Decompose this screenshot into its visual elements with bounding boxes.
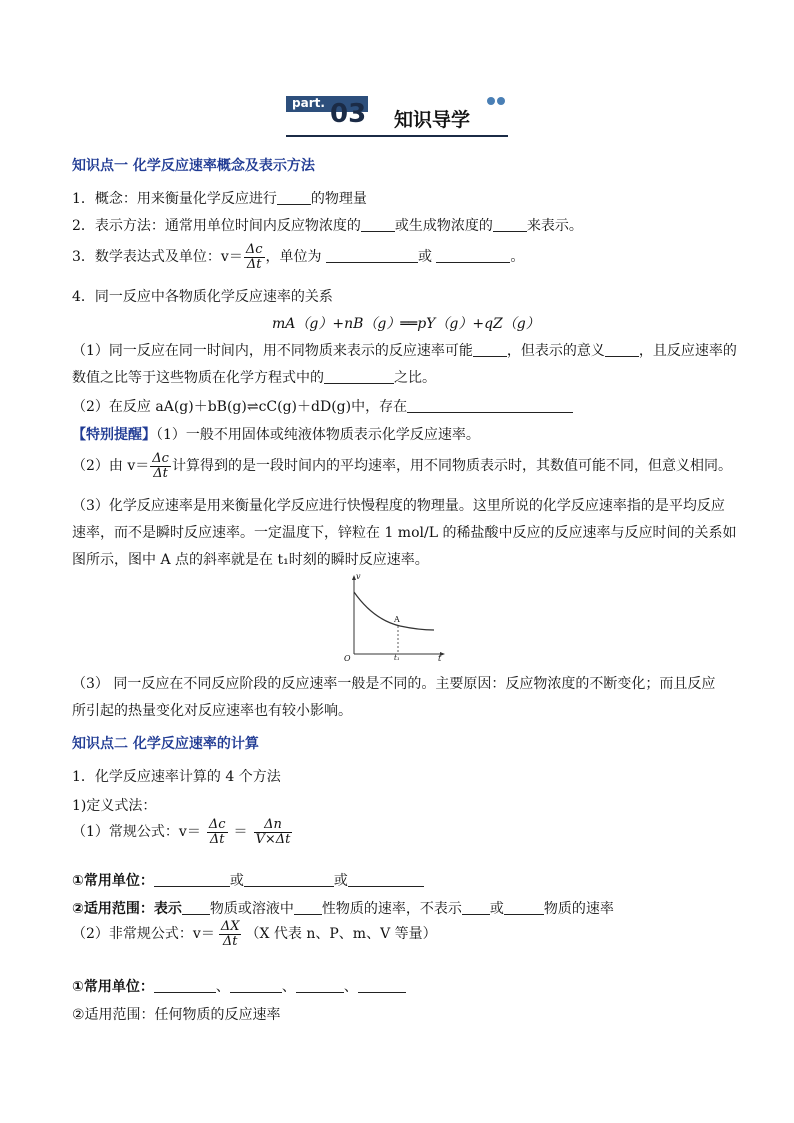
tip3-line3: 图所示，图中 A 点的斜率就是在 t₁时刻的瞬时反应速率。	[72, 552, 429, 568]
blank	[154, 872, 230, 887]
kp1-item2: 2．表示方法：通常用单位时间内反应物浓度的 或生成物浓度的 来表示。	[72, 218, 583, 234]
part-label: part.	[292, 96, 325, 110]
tip-line1: 【特别提醒】（1）一般不用固体或纯液体物质表示化学反应速率。	[72, 427, 480, 443]
tip-line2: （2）由 v＝ $\frac{\Delta c}{\Delta t}$ 计算得到的是一段时间内的平均速率，用不同物质表示时，其数值可能不同，但意义相同。	[72, 451, 732, 481]
blank	[493, 217, 527, 232]
kp1-item4: 4．同一反应中各物质化学反应速率的关系	[72, 289, 333, 305]
kp2-heading: 知识点二 化学反应速率的计算	[72, 736, 259, 752]
tip4-line1: （3） 同一反应在不同反应阶段的反应速率一般是不同的。主要原因：反应物浓度的不断变化；而且反应	[72, 676, 716, 692]
blank	[230, 978, 282, 993]
blank	[294, 900, 322, 915]
graph-y-label: v	[356, 572, 361, 581]
graph-tick-t1: t₁	[394, 654, 400, 662]
blank	[605, 342, 639, 357]
blank	[358, 978, 406, 993]
blank	[473, 342, 507, 357]
rate-time-graph	[338, 572, 448, 664]
kp1-sub1-line1: （1）同一反应在同一时间内，用不同物质来表示的反应速率可能 ，但表示的意义 ，且反应速率的	[72, 343, 737, 359]
graph-x-label: t	[438, 654, 442, 663]
blank	[244, 872, 334, 887]
tip-label: 【特别提醒】	[72, 427, 156, 443]
blank	[277, 190, 311, 205]
kp2-unit1: ①常用单位： 或 或	[72, 870, 424, 890]
part-number: 03	[330, 99, 367, 129]
kp2-unit2: ①常用单位： 、 、 、	[72, 976, 406, 996]
blank	[348, 872, 424, 887]
kp1-equation: mA（g）+nB（g）══pY（g）+qZ（g）	[272, 316, 540, 332]
kp1-sub1-line2: 数值之比等于这些物质在化学方程式中的 之比。	[72, 370, 436, 386]
blank	[324, 369, 394, 384]
kp2-scope2: ②适用范围：任何物质的反应速率	[72, 1007, 281, 1023]
fraction: $\frac{\Delta c}{\Delta t}$	[208, 817, 226, 847]
blank	[296, 978, 344, 993]
kp1-item1: 1．概念：用来衡量化学反应进行 的物理量	[72, 191, 367, 207]
kp1-item3: 3．数学表达式及单位：v＝ $\frac{\Delta c}{\Delta t}$ ，单位为 或 。	[72, 242, 525, 272]
blank	[326, 248, 418, 263]
blank	[154, 978, 216, 993]
banner-underline	[286, 135, 508, 137]
kp2-scope1: ②适用范围：表示 物质或溶液中 性物质的速率，不表示 或 物质的速率	[72, 901, 614, 917]
kp2-formula2: （2）非常规公式：v＝ $\frac{\Delta X}{\Delta t}$ （X 代表 n、P、m、V 等量）	[72, 919, 437, 949]
graph-origin: O	[344, 654, 351, 663]
tip3-line2: 速率，而不是瞬时反应速率。一定温度下，锌粒在 1 mol/L 的稀盐酸中反应的反应速率与反应时间的关系如	[72, 525, 737, 541]
blank	[361, 217, 395, 232]
kp2-def: 1)定义式法：	[72, 798, 157, 814]
banner-title: 知识导学	[394, 109, 471, 131]
drops-icon	[486, 95, 508, 107]
kp1-sub2: （2）在反应 aA(g)＋bB(g)⇌cC(g)＋dD(g)中，存在	[72, 396, 573, 416]
fraction: $\frac{\Delta c}{\Delta t}$	[152, 451, 169, 481]
fraction: $\frac{\Delta X}{\Delta t}$	[220, 919, 240, 949]
graph-point-a: A	[394, 615, 400, 624]
blank	[462, 900, 490, 915]
blank	[504, 900, 544, 915]
blank	[407, 398, 573, 413]
section-banner	[286, 95, 508, 139]
kp2-formula1: （1）常规公式：v＝ $\frac{\Delta c}{\Delta t}$ ＝ $\frac{\Delta n}{V\times\Delta t}$	[72, 817, 291, 847]
fraction: $\frac{\Delta c}{\Delta t}$	[245, 242, 263, 272]
kp2-item1: 1．化学反应速率计算的 4 个方法	[72, 769, 281, 785]
kp1-heading: 知识点一 化学反应速率概念及表示方法	[72, 158, 315, 174]
tip4-line2: 所引起的热量变化对反应速率也有较小影响。	[72, 703, 352, 719]
blank	[436, 248, 510, 263]
fraction: $\frac{\Delta n}{V\times\Delta t}$	[255, 817, 291, 847]
blank	[182, 900, 210, 915]
tip3-line1: （3）化学反应速率是用来衡量化学反应进行快慢程度的物理量。这里所说的化学反应速率指的是平均反应	[72, 498, 725, 514]
